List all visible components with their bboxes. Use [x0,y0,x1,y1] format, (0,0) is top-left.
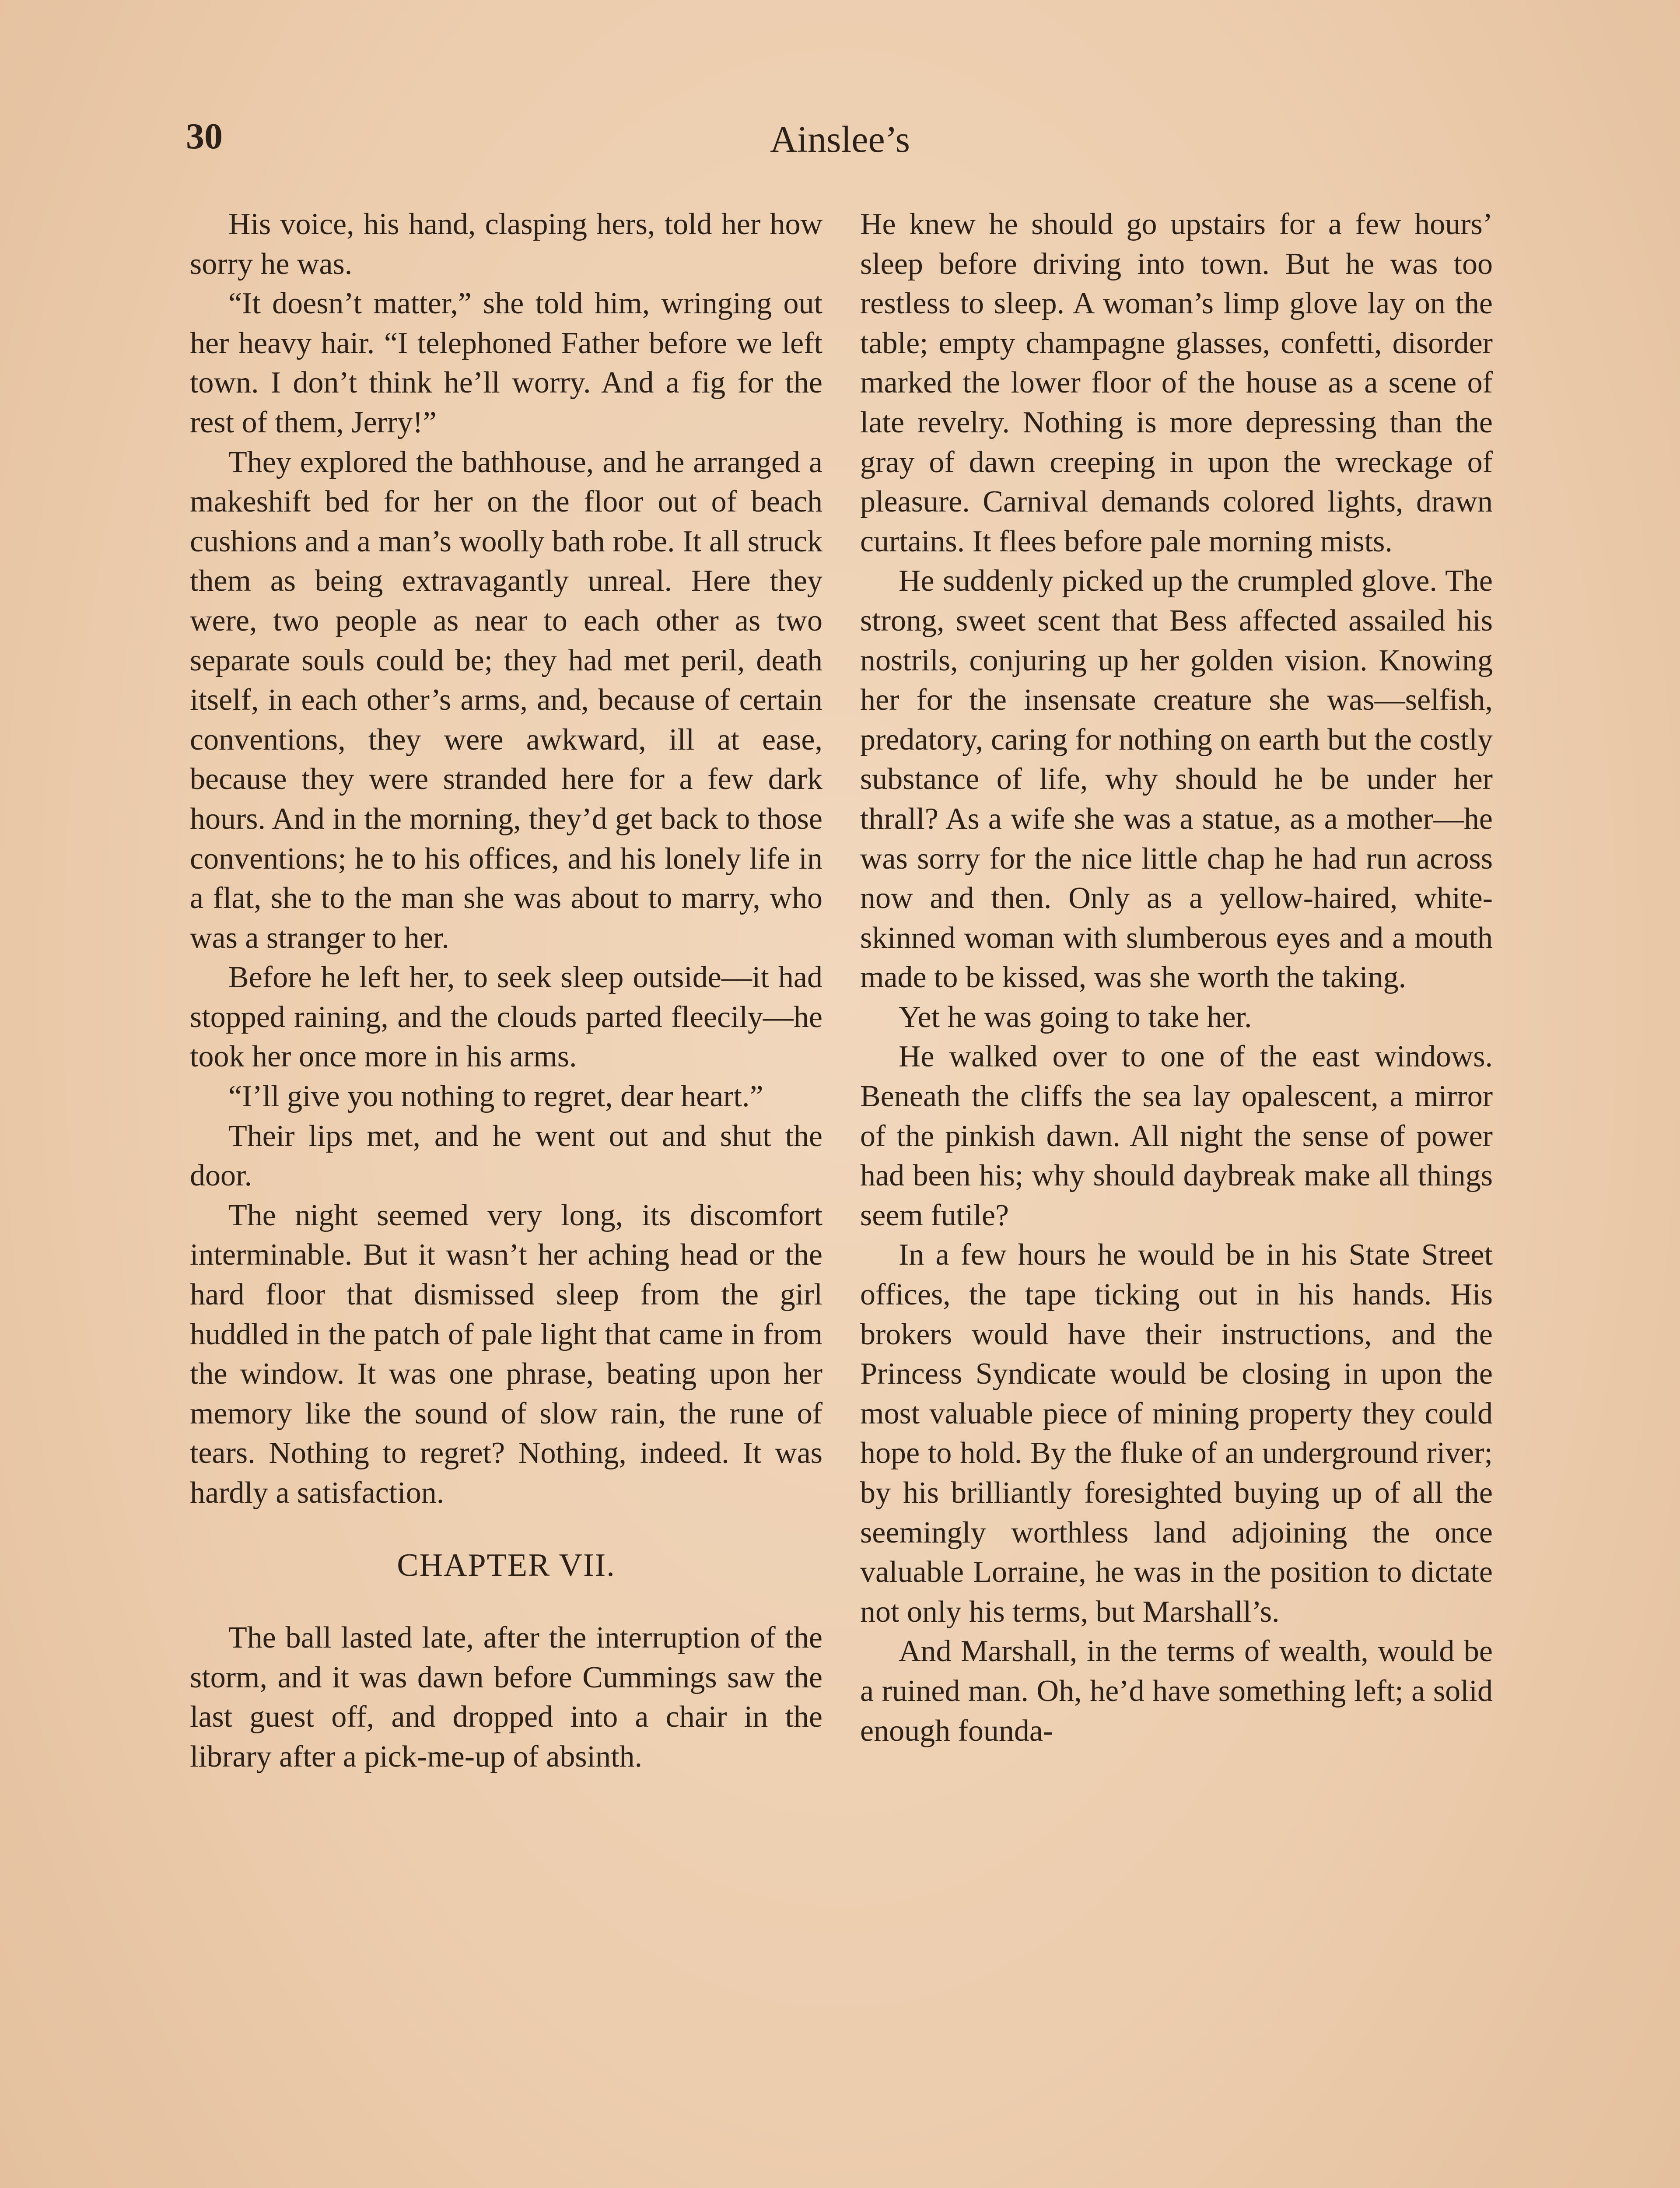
paragraph: They explored the bathhouse, and he arranged a makeshift bed for her on the floor out of beach cushions and a man’s woolly bath robe. It all struck them as being extravagantly unreal. Here they were, two people as near to each other as two separate souls could be; they had met peril, death itself, in each other’s arms, and, because of certain conventions, they were awkward, ill at ease, because they were stranded here for a few dark hours. And in the morning, they’d get back to those conventions; he to his offices, and his lonely life in a flat, she to the man she was about to marry, who was a stranger to her. [190,445,822,955]
right-column [860,205,1493,1751]
paragraph: “I’ll give you nothing to regret, dear heart.” [228,1080,763,1114]
left-column [190,205,822,1777]
page-number: 30 [186,116,223,157]
paragraph: The ball lasted late, after the interruption of the storm, and it was dawn before Cummings saw the last guest off, and dropped into a chair in the library after a pick-me-up of absinth. [190,1621,822,1774]
chapter-heading: CHAPTER VII. [397,1547,616,1583]
paragraph: He walked over to one of the east windows. Beneath the cliffs the sea lay opalescent, a mirror of the pinkish dawn. All night the sense of power had been his; why should daybreak make all things seem futile? [860,1040,1493,1232]
paragraph: The night seemed very long, its discomfort interminable. But it wasn’t her aching head or the hard floor that dismissed sleep from the girl huddled in the patch of pale light that came in from the window. It was one phrase, beating upon her memory like the sound of slow rain, the rune of tears. Nothing to regret? Nothing, indeed. It was hardly a satisfaction. [190,1198,822,1510]
paragraph: And Marshall, in the terms of wealth, would be a ruined man. Oh, he’d have something left; a solid enough founda- [860,1634,1493,1748]
paragraph: He suddenly picked up the crumpled glove. The strong, sweet scent that Bess affected assailed his nostrils, conjuring up her golden vision. Knowing her for the insensate creature she was—selfish, predatory, caring for nothing on earth but the costly substance of life, why should he be under her thrall? As a wife she was a statue, as a mother—he was sorry for the nice little chap he had run across now and then. Only as a yellow-haired, white-skinned woman with slumberous eyes and a mouth made to be kissed, was she worth the taking. [860,564,1493,995]
paragraph: Yet he was going to take her. [899,1000,1252,1034]
running-title: Ainslee’s [770,118,910,160]
paragraph: In a few hours he would be in his State Street offices, the tape ticking out in his hands. His brokers would have their instructions, and the Princess Syndicate would be closing in upon the most valuable piece of mining property they could hope to hold. By the fluke of an underground river; by his brilliantly foresighted buying up of all the seemingly worthless land adjoining the once valuable Lorraine, he was in the position to dictate not only his terms, but Marshall’s. [860,1238,1493,1629]
paragraph: “It doesn’t matter,” she told him, wringing out her heavy hair. “I telephoned Father before we left town. I don’t think he’ll worry. And a fig for the rest of them, Jerry!” [190,287,822,439]
paragraph: His voice, his hand, clasping hers, told her how sorry he was. [190,207,822,281]
paragraph: Before he left her, to seek sleep outside—it had stopped raining, and the clouds parted fleecily—he took her once more in his arms. [190,961,822,1074]
paragraph: He knew he should go upstairs for a few hours’ sleep before driving into town. But he was too restless to sleep. A woman’s limp glove lay on the table; empty champagne glasses, confetti, disorder marked the lower floor of the house as a scene of late revelry. Nothing is more depressing than the gray of dawn creeping in upon the wreckage of pleasure. Carnival demands colored lights, drawn curtains. It flees before pale morning mists. [860,207,1493,558]
paragraph: Their lips met, and he went out and shut the door. [190,1119,822,1193]
